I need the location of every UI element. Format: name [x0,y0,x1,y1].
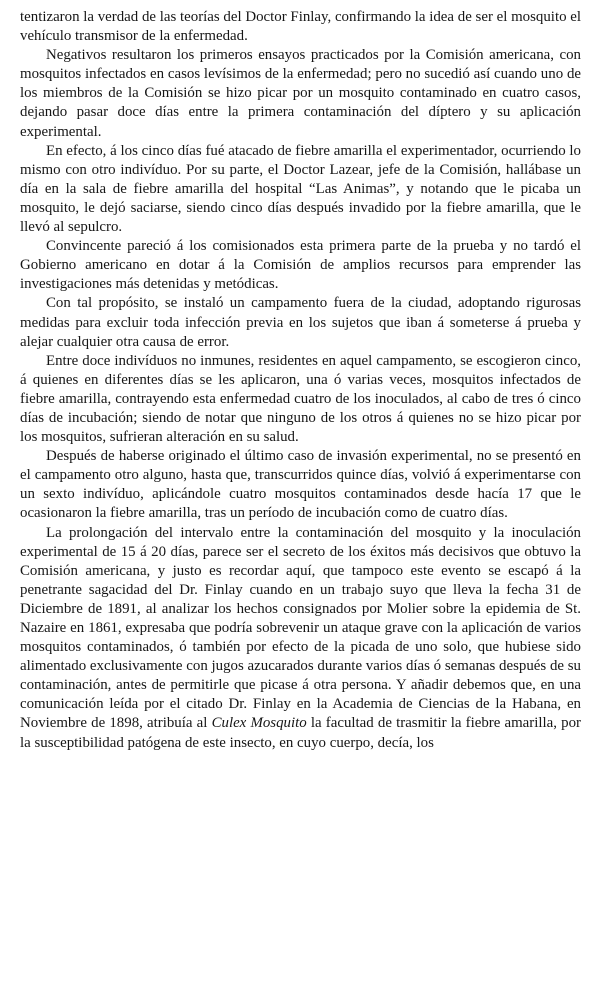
paragraph-4 [20,237,581,294]
paragraph-text: Convincente pareció á los comisionados esta primera parte de la prueba y no tardó el Gobierno americano en dotar á la Comisión de amplios recursos para emprender las investigaciones más detenidas y metódicas. [20,238,581,293]
paragraph-2 [20,46,581,141]
paragraph-5 [20,294,581,351]
paragraph-text: tentizaron la verdad de las teorías del Doctor Finlay, confirmando la idea de ser el mosquito el vehículo transmisor de la enfermedad. [20,9,581,45]
paragraph-8 [20,524,581,753]
paragraph-text: La prolongación del intervalo entre la contaminación del mosquito y la inoculación experimental de 15 á 20 días, parece ser el secreto de los éxitos más decisivos que obtuvo la Comisión americana, y justo es recordar aquí, que tampoco este evento se escapó á la penetrante sagacidad del Dr. Finlay cuando en un trabajo suyo que lleva la fecha 31 de Diciembre de 1891, al analizar los hechos consignados por Molier sobre la epidemia de St. Nazaire en 1861, expresaba que podría sobrevenir un ataque grave con la aplicación de varios mosquitos contaminados, ó también por efecto de la picada de uno solo, que hubiese sido alimentado exclusivamente con jugos azucarados durante varios días ó semanas después de su contaminación, antes de permitirle que picase á otra persona. Y añadir debemos que, en una comunicación leída por el citado Dr. Finlay en la Academia de Ciencias de la Habana, en Noviembre de 1898, atribuía al [20,524,581,732]
paragraph-text: Con tal propósito, se instaló un campamento fuera de la ciudad, adoptando rigurosas medidas para excluir toda infección previa en los sujetos que iban á someterse á prueba y alejar cualquier otra causa de error. [20,295,581,350]
paragraph-1 [20,8,581,46]
paragraph-7 [20,447,581,523]
italic-species-name: Culex Mosquito [211,715,307,732]
paragraph-6 [20,352,581,447]
paragraph-text: la facultad de trasmitir la fiebre amarilla, por la susceptibilidad patógena de este insecto, en cuyo cuerpo, decía, los [20,715,581,751]
paragraph-text: En efecto, á los cinco días fué atacado de fiebre amarilla el experimentador, ocurriendo lo mismo con otro indivíduo. Por su parte, el Doctor Lazear, jefe de la Comisión, hallábase un día en la sala de fiebre amarilla del hospital “Las Animas”, y notando que le picaba un mosquito, le dejó saciarse, siendo cinco días después invadido por la fiebre amarilla, que le llevó al sepulcro. [20,142,581,236]
paragraph-text: Negativos resultaron los primeros ensayos practicados por la Comisión americana, con mosquitos infectados en casos levísimos de la enfermedad; pero no sucedió así cuando uno de los miembros de la Comisión se hizo picar por un mosquito contaminado en cuatro casos, dejando pasar doce días entre la primera contaminación del díptero y su aplicación experimental. [20,47,581,140]
document-page [20,8,581,753]
paragraph-3 [20,142,581,237]
paragraph-text: Después de haberse originado el último caso de invasión experimental, no se presentó en el campamento otro alguno, hasta que, transcurridos quince días, volvió á experimentarse con un sexto indivíduo, aplicándole cuatro mosquitos contaminados desde hacía 17 que le ocasionaron la fiebre amarilla, tras un período de incubación como de cuatro días. [20,448,581,522]
paragraph-text: Entre doce indivíduos no inmunes, residentes en aquel campamento, se escogieron cinco, á quienes en diferentes días se les aplicaron, una ó varias veces, mosquitos infectados de fiebre amarilla, contrayendo esta enfermedad cuatro de los inoculados, al cabo de tres ó cinco días de incubación; siendo de notar que ninguno de los otros á quienes no se hizo picar por los mosquitos, sufrieran alteración en su salud. [20,352,581,446]
